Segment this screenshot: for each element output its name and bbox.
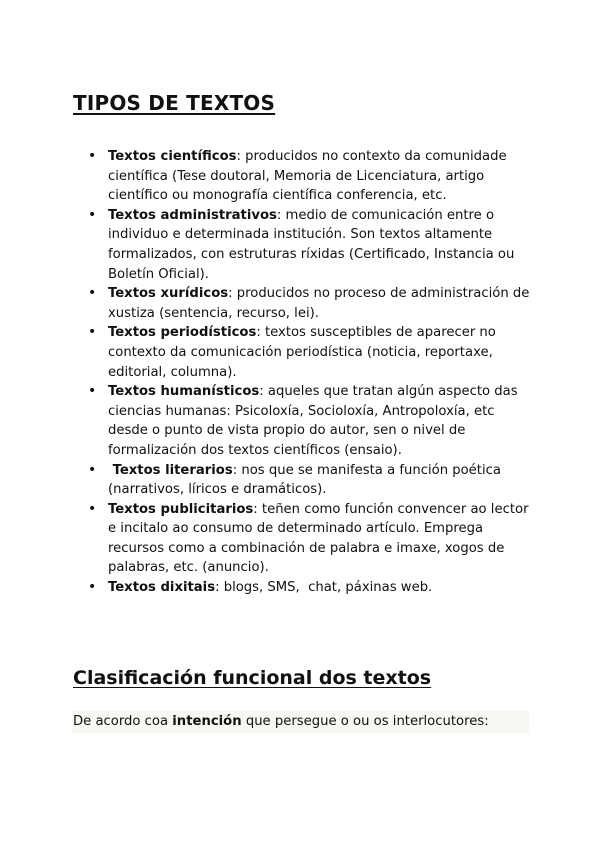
list-item bbox=[108, 578, 533, 598]
type-term: Textos periodísticos bbox=[108, 325, 257, 341]
list-item bbox=[108, 147, 533, 206]
type-term: Textos xurídicos bbox=[108, 286, 229, 302]
type-description: : medio de comunicación entre o individuo e determinada institución. Son textos altamente formalizados, con estruturas ríxidas (Certificado, Instancia ou Boletín Oficial). bbox=[108, 207, 515, 282]
type-term: Textos humanísticos bbox=[108, 384, 260, 400]
list-item bbox=[108, 500, 533, 578]
type-term: Textos publicitarios bbox=[108, 501, 254, 517]
section-title: Clasificación funcional dos textos bbox=[73, 667, 432, 689]
intro-text-after: que persegue o ou os interlocutores: bbox=[241, 714, 489, 729]
type-description: : nos que se manifesta a función poética (narrativos, líricos e dramáticos). bbox=[108, 462, 501, 498]
type-term: Textos administrativos bbox=[108, 207, 277, 223]
type-description: : producidos no contexto da comunidade científica (Tese doutoral, Memoria de Licenciatura, artigo científico ou monografía científica conferencia, etc. bbox=[108, 149, 507, 204]
list-item bbox=[108, 206, 533, 284]
text-types-list bbox=[108, 147, 533, 598]
type-description: : textos susceptibles de aparecer no contexto da comunicación periodística (noticia, reportaxe, editorial, columna). bbox=[108, 325, 496, 380]
list-item bbox=[108, 461, 533, 500]
page-title: TIPOS DE TEXTOS bbox=[73, 91, 276, 115]
type-description: : teñen como función convencer ao lector e incitalo ao consumo de determinado artículo. Emprega recursos como a combinación de palabra e imaxe, xogos de palabras, etc. (anuncio). bbox=[108, 501, 529, 576]
intro-paragraph bbox=[72, 711, 529, 733]
list-item bbox=[108, 284, 533, 323]
type-term: Textos literarios bbox=[108, 462, 233, 478]
type-description: : blogs, SMS, chat, páxinas web. bbox=[215, 580, 433, 596]
intro-bold-term: intención bbox=[172, 714, 242, 729]
list-item bbox=[108, 382, 533, 460]
list-item bbox=[108, 323, 533, 382]
intro-text-before: De acordo coa bbox=[73, 714, 173, 729]
type-description: : aqueles que tratan algún aspecto das ciencias humanas: Psicoloxía, Socioloxía, Antropoloxía, etc desde o punto de vista propio do autor, sen o nivel de formalización dos textos científicos (ensaio). bbox=[108, 384, 518, 458]
type-term: Textos dixitais bbox=[108, 580, 216, 596]
type-term: Textos científicos bbox=[108, 149, 237, 164]
type-description: : producidos no proceso de administración de xustiza (sentencia, recurso, lei). bbox=[108, 286, 530, 321]
